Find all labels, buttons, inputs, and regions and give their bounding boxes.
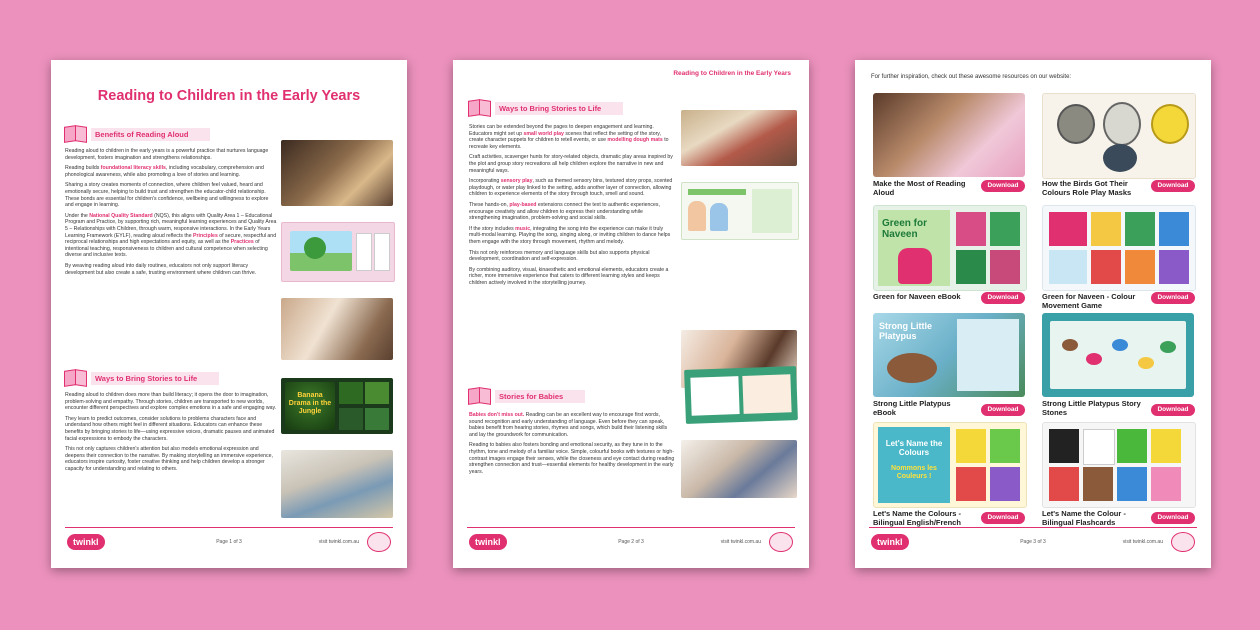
section-body-benefits — [65, 148, 277, 280]
resource-thumbnail[interactable] — [1042, 313, 1194, 397]
resource-title[interactable]: Let's Name the Colours - Bilingual English/French — [873, 509, 962, 527]
resource-title[interactable]: Strong Little Platypus eBook — [873, 399, 951, 417]
document-page-1 — [51, 60, 407, 568]
paragraph: If the story includes music, integrating the song into the experience can make it truly multi-modal learning. Playing the song, singing along, or inviting children to dance helps them engage with the story through movement, rhythm and melody. — [469, 225, 671, 245]
resource-title[interactable]: Green for Naveen eBook — [873, 292, 961, 301]
photo-parent-and-child — [281, 298, 393, 360]
photo-reading-to-babies — [681, 440, 797, 498]
footer-url[interactable]: visit twinkl.com.au — [720, 539, 761, 545]
illustration-banana-drama — [281, 378, 393, 434]
download-button[interactable]: Download — [981, 512, 1025, 524]
section-title: Ways to Bring Stories to Life — [495, 102, 623, 115]
page-footer — [467, 527, 795, 556]
download-button[interactable]: Download — [1151, 292, 1195, 304]
illustration-activity-sheet — [681, 182, 799, 240]
link-sensory-play[interactable]: sensory play — [500, 178, 533, 185]
paragraph: By weaving reading aloud into daily routines, educators not only support literacy development but also create a safe, trusting environment where children can thrive. — [65, 262, 257, 276]
photo-educator-reading — [281, 140, 393, 206]
paragraph: Reading builds foundational literacy skills, including vocabulary, comprehension and phonological awareness, while also promoting a love of stories and learning. — [65, 165, 264, 178]
paragraph: Under the National Quality Standard (NQS), this aligns with Quality Area 1 – Educational Program and Practice, by supporting rich, meaningful learning experiences and Quality Area 5 – Relationships with Children, through warm, responsive interactions. In the Early Years Learning Framework (EYLF), reading aloud reflects the Principles of secure, respectful and reciprocal relationships and high expectations and equity, as well as the Practices of intentional teaching, responsiveness to children and cultural competence when selecting diverse and inclusive texts. — [65, 212, 277, 259]
paragraph: Incorporating sensory play, such as themed sensory bins, textured story props, scented playdough, or water play linked to the setting, adds another layer of connection, allowing children to experience elements of the story through touch, smell and sound. — [469, 178, 673, 198]
page-footer — [869, 527, 1197, 556]
twinkl-badge-icon — [1171, 532, 1195, 552]
paragraph: This not only captures children's attention but also models emotional expression and deepens their connection to the narrative. By making storytelling an immersive experience, educators inspire curiosity, foster creative thinking and help children develop a stronger capacity for understanding and relating to others. — [65, 446, 273, 472]
paragraph: Craft activities, scavenger hunts for story-related objects, dramatic play areas inspired by the plot and group story recreations all help children explore the narrative in new and meaningful ways. — [469, 154, 673, 174]
page-number: Page 3 of 3 — [1020, 539, 1046, 545]
section-title: Stories for Babies — [495, 390, 585, 403]
resource-thumbnail[interactable] — [1042, 422, 1196, 508]
section-body-stories — [469, 124, 675, 290]
open-book-icon — [467, 97, 491, 117]
document-page-2 — [453, 60, 809, 568]
page-number: Page 2 of 3 — [618, 539, 644, 545]
link-nqs[interactable]: National Quality Standard — [89, 212, 153, 219]
paragraph: Sharing a story creates moments of connection, where children feel valued, heard and emotionally secure, helping to build trust and strengthen the educator-child relationship. These bonds are essential for children's confidence, wellbeing and willingness to explore and engage in learning. — [65, 182, 269, 209]
link-foundational-literacy[interactable]: foundational literacy skills — [100, 165, 166, 172]
illustration-storybook-spread — [281, 222, 395, 282]
paragraph: By combining auditory, visual, kinaesthetic and emotional elements, educators create a richer, more immersive experience that caters to different learning styles and keeps children actively involved in the storytelling journey. — [469, 266, 669, 286]
cover-title: Strong Little Platypus — [879, 321, 932, 341]
download-button[interactable]: Download — [981, 404, 1025, 416]
link-music[interactable]: music — [515, 225, 531, 232]
footer-url[interactable]: visit twinkl.com.au — [318, 539, 359, 545]
page-number: Page 1 of 3 — [216, 539, 242, 545]
illustration-ebook-cards — [684, 366, 798, 424]
download-button[interactable]: Download — [1151, 180, 1195, 192]
open-book-icon — [63, 367, 87, 387]
twinkl-badge-icon — [769, 532, 793, 552]
cover-subtitle: Nommons les Couleurs ! — [891, 465, 937, 480]
section-title: Benefits of Reading Aloud — [91, 128, 210, 141]
paragraph: Babies don't miss out. Reading can be an excellent way to encourage first words, sound recognition and early understanding of language. Even before they can speak, babies benefit from hearing stories, rhymes and songs, which build their listening skills and lay the groundwork for communication. — [469, 412, 668, 438]
download-button[interactable]: Download — [981, 292, 1025, 304]
link-modelling-dough-mats[interactable]: modelling dough mats — [607, 137, 663, 144]
photo-children-playing — [681, 110, 797, 166]
paragraph: Reading aloud to children does more than build literacy; it opens the door to imagination, problem-solving and empathy. Through stories, children are transported to new worlds, encounter different perspectives and explore complex emotions in a safe and engaging way. — [65, 392, 277, 412]
resource-thumbnail[interactable] — [873, 313, 1025, 397]
footer-url[interactable]: visit twinkl.com.au — [1122, 539, 1163, 545]
resource-title[interactable]: Green for Naveen - Colour Movement Game — [1042, 292, 1136, 310]
twinkl-logo-icon: twinkl — [67, 534, 105, 550]
photo-group-storytime — [281, 450, 393, 518]
section-title: Ways to Bring Stories to Life — [91, 372, 219, 385]
resource-thumbnail[interactable] — [873, 422, 1027, 508]
cover-title: Green for Naveen — [882, 218, 928, 240]
paragraph: They learn to predict outcomes, consider solutions to problems characters face and understand how others might feel in different situations. Educators can enhance these benefits by bringing stories to life—using expressive voices, dramatic pauses and animated facial expressions to embody the characters. — [65, 415, 275, 442]
paragraph: Reading to babies also fosters bonding and emotional security, as they tune in to the rhythm, tone and melody of a familiar voice. Simple, colourful books with textures or high-contrast images engage their senses, while the closeness and eye contact during reading strengthen connection and trust—essential elements for healthy development in the early years. — [469, 442, 675, 475]
resource-title[interactable]: Strong Little Platypus Story Stones — [1042, 399, 1141, 417]
download-button[interactable]: Download — [981, 180, 1025, 192]
cover-title: Let's Name the Colours — [885, 439, 943, 457]
page-footer — [65, 527, 393, 556]
paragraph: Reading aloud to children in the early years is a powerful practice that nurtures language development, fosters imagination and strengthens relationships. — [65, 148, 269, 161]
resource-title[interactable]: Let's Name the Colour - Bilingual Flashcards — [1042, 509, 1126, 527]
link-principles[interactable]: Principles — [193, 232, 218, 239]
open-book-icon — [63, 123, 87, 143]
link-play-based[interactable]: play-based — [509, 201, 537, 208]
open-book-icon — [467, 385, 491, 405]
paragraph: Stories can be extended beyond the pages to deepen engagement and learning. Educators might set up small world play scenes that reflect the setting of the story, create character puppets for children to retell events, or use modelling dough mats to recreate key elements. — [469, 124, 669, 150]
resource-title[interactable]: Make the Most of Reading Aloud — [873, 179, 966, 197]
paragraph: This not only reinforces memory and language skills but also supports physical development, coordination and self-expression. — [469, 249, 650, 263]
resource-title[interactable]: How the Birds Got Their Colours Role Play Masks — [1042, 179, 1132, 197]
running-head: Reading to Children in the Early Years — [673, 70, 791, 77]
resources-intro: For further inspiration, check out these awesome resources on our website: — [871, 74, 1072, 80]
resource-thumbnail[interactable] — [873, 93, 1025, 177]
paragraph: These hands-on, play-based extensions connect the text to authentic experiences, encourage creativity and allow children to express their understanding while strengthening imagination, problem-solving and social skills. — [469, 201, 660, 222]
download-button[interactable]: Download — [1151, 404, 1195, 416]
twinkl-logo-icon: twinkl — [871, 534, 909, 550]
link-practices[interactable]: Practices — [230, 239, 254, 246]
resource-thumbnail[interactable] — [873, 205, 1027, 291]
section-body-babies — [469, 412, 675, 479]
banana-drama-title: Banana Drama in the Jungle — [288, 392, 332, 415]
download-button[interactable]: Download — [1151, 512, 1195, 524]
link-small-world-play[interactable]: small world play — [523, 130, 564, 137]
document-page-3 — [855, 60, 1211, 568]
page-title: Reading to Children in the Early Years — [97, 88, 361, 104]
twinkl-logo-icon: twinkl — [469, 534, 507, 550]
twinkl-badge-icon — [367, 532, 391, 552]
resource-thumbnail[interactable] — [1042, 93, 1196, 179]
resource-thumbnail[interactable] — [1042, 205, 1196, 291]
section-body-stories — [65, 392, 277, 477]
